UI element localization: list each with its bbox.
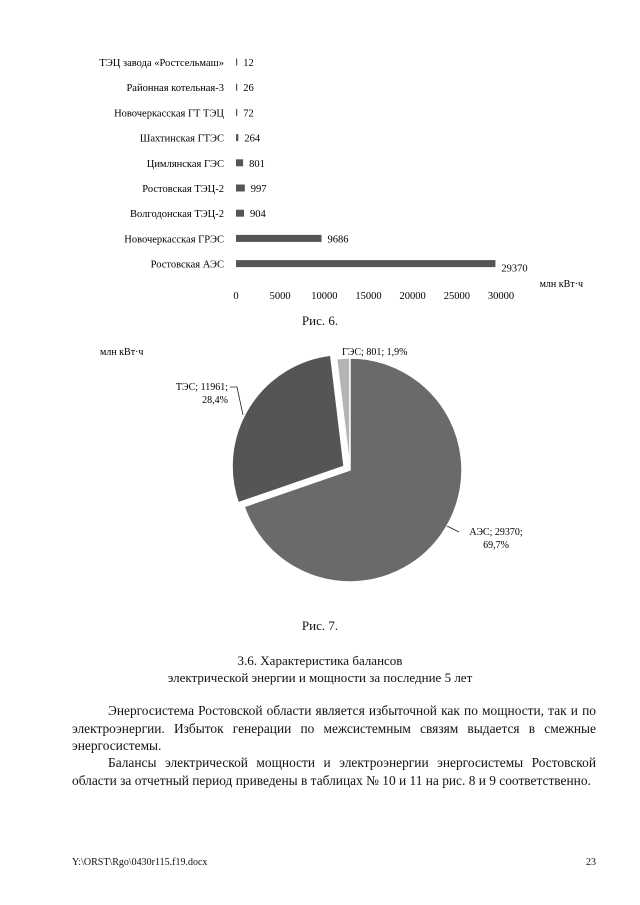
section-title-line1: 3.6. Характеристика балансов [237,653,403,668]
bar [236,84,237,91]
pie-label-ges: ГЭС; 801; 1,9% [342,347,408,358]
category-label: ТЭЦ завода «Ростсельмаш» [99,58,224,69]
pie-label-aes: АЭС; 29370; [469,527,523,538]
bar-value-label: 264 [244,133,261,145]
pie-unit-label: млн кВт·ч [100,347,144,358]
bar [236,159,243,166]
bar-value-label: 997 [250,184,267,195]
bar-value-label: 29370 [501,263,528,275]
figure-7-caption: Рис. 7. [301,618,339,633]
pie-leader-line-tes [230,387,243,415]
pie-label-tes: 28,4% [202,395,228,406]
pie-leader-line-aes [447,526,459,532]
x-tick-label: 10000 [311,291,338,302]
x-tick-label: 5000 [269,291,291,302]
bar-value-label: 26 [243,83,254,95]
bar-value-label: 72 [243,108,254,120]
category-label: Цимлянская ГЭС [146,158,224,170]
bar [236,134,238,141]
category-label: Шахтинская ГТЭС [139,133,224,145]
bar-value-label: 12 [243,58,254,69]
category-label: Ростовская ТЭЦ-2 [142,184,224,195]
x-tick-label: 15000 [355,291,382,302]
x-tick-label: 20000 [399,291,426,302]
category-label: Новочеркасская ГРЭС [124,234,224,246]
category-label: Новочеркасская ГТ ТЭЦ [114,108,224,120]
section-title-line2: электрической энергии и мощности за последние 5 лет [167,670,473,685]
bar [236,185,245,192]
paragraph-2: Балансы электрической мощности и электроэнергии энергосистемы Ростовской области за отчетный период приведены в таблицах № 10 и 11 на рис. 8 и 9 соответственно. [72,755,596,788]
bar [236,260,495,267]
bar [236,235,322,242]
category-label: Районная котельная-3 [126,83,224,95]
pie-label-tes: ТЭС; 11961; [175,382,228,393]
unit-label: млн кВт·ч [539,279,583,290]
bar [236,109,237,116]
category-label: Ростовская АЭС [150,259,224,271]
footer-page-number: 23 [586,857,596,868]
x-tick-label: 30000 [487,291,515,302]
bar-value-label: 801 [249,158,265,170]
bar-value-label: 9686 [327,234,349,246]
category-label: Волгодонская ТЭЦ-2 [130,209,224,221]
x-tick-label: 25000 [443,291,470,302]
bar [236,210,244,217]
x-tick-label: 0 [233,291,239,302]
bar-value-label: 904 [249,209,266,221]
bar-chart [0,40,640,310]
footer-file-path: Y:\ORST\Rgo\0430r115.f19.docx [72,857,208,868]
bar [236,59,237,66]
pie-chart [0,340,640,600]
figure-6-caption: Рис. 6. [301,313,339,328]
pie-label-aes: 69,7% [483,540,509,551]
paragraph-1: Энергосистема Ростовской области является избыточной как по мощности, так и по электроэнергии. Избыток генерации по межсистемным связям выдается в смежные энергосистемы. [72,703,596,753]
